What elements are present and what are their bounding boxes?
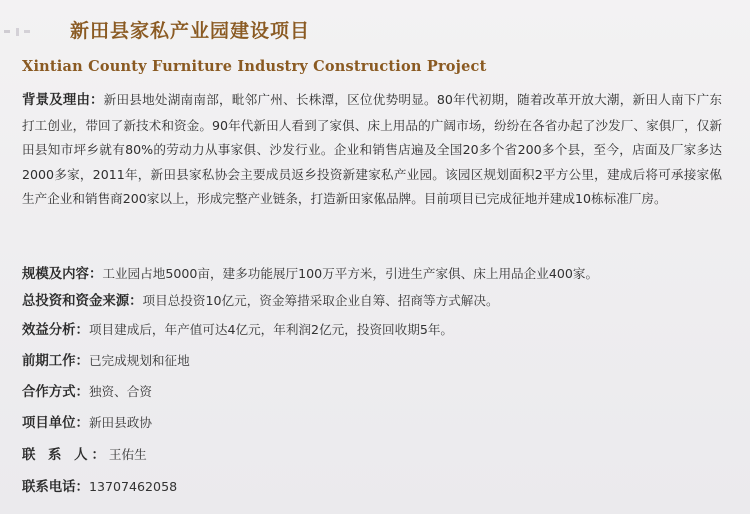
investment-section (22, 290, 499, 309)
contact-person-text: 王佑生 (108, 447, 147, 462)
cooperation-label: 合作方式： (22, 385, 89, 400)
project-title-english: Xintian County Furniture Industry Construction Project (22, 58, 487, 75)
contact-phone-label: 联系电话： (22, 480, 89, 495)
preliminary-work-text: 已完成规划和征地 (88, 353, 190, 368)
background-label: 背景及理由： (22, 93, 104, 108)
contact-phone-section (22, 476, 177, 495)
background-text: 新田县地处湖南南部，毗邻广州、长株潭，区位优势明显。80年代初期，随着改革开放大潮，新田人南下广东打工创业，带回了新技术和资金。90年代新田人看到了家俱、床上用品的广阔市场，纷纷在各省办起了沙发厂、家俱厂，仅新田县知市坪乡就有80%的劳动力从事家俱、沙发行业。企业和销售店遍及全国20多个省200多个县，至今，店面及厂家多达2000多家，2011年，新田县家私协会主要成员返乡投资新建家私产业园。该园区规划面积2平方公里，建成后将可承接家俬生产企业和销售商200家以上，形成完整产业链条，打造新田家俬品牌。目前项目已完成征地并建成10栋标准厂房。 (22, 92, 722, 206)
investment-text: 项目总投资10亿元，资金筹措采取企业自筹、招商等方式解决。 (142, 293, 499, 308)
project-unit-text: 新田县政协 (88, 415, 152, 430)
preliminary-work-section (22, 350, 190, 369)
scale-text: 工业园占地5000亩，建多功能展厅100万平方米，引进生产家俱、床上用品企业400家。 (102, 266, 599, 281)
investment-label: 总投资和资金来源： (22, 294, 143, 309)
project-unit-section (22, 412, 152, 431)
benefit-section (22, 319, 453, 338)
benefit-text: 项目建成后，年产值可达4亿元，年利润2亿元，投资回收期5年。 (88, 322, 454, 337)
cooperation-text: 独资、合资 (88, 384, 152, 399)
contact-phone-text: 13707462058 (88, 479, 178, 494)
project-title-chinese: 新田县家私产业园建设项目 (70, 20, 311, 42)
project-details (22, 88, 722, 495)
scale-section (22, 263, 598, 282)
decorative-mark-icon (2, 24, 42, 40)
contact-person-label: 联 系 人： (22, 448, 109, 463)
contact-person-section (22, 444, 147, 463)
page-corner-mark (2, 24, 42, 44)
project-unit-label: 项目单位： (22, 416, 89, 431)
preliminary-work-label: 前期工作： (22, 354, 89, 369)
background-section (22, 88, 722, 212)
scale-label: 规模及内容： (22, 267, 103, 282)
benefit-label: 效益分析： (22, 323, 89, 338)
cooperation-section (22, 381, 152, 400)
